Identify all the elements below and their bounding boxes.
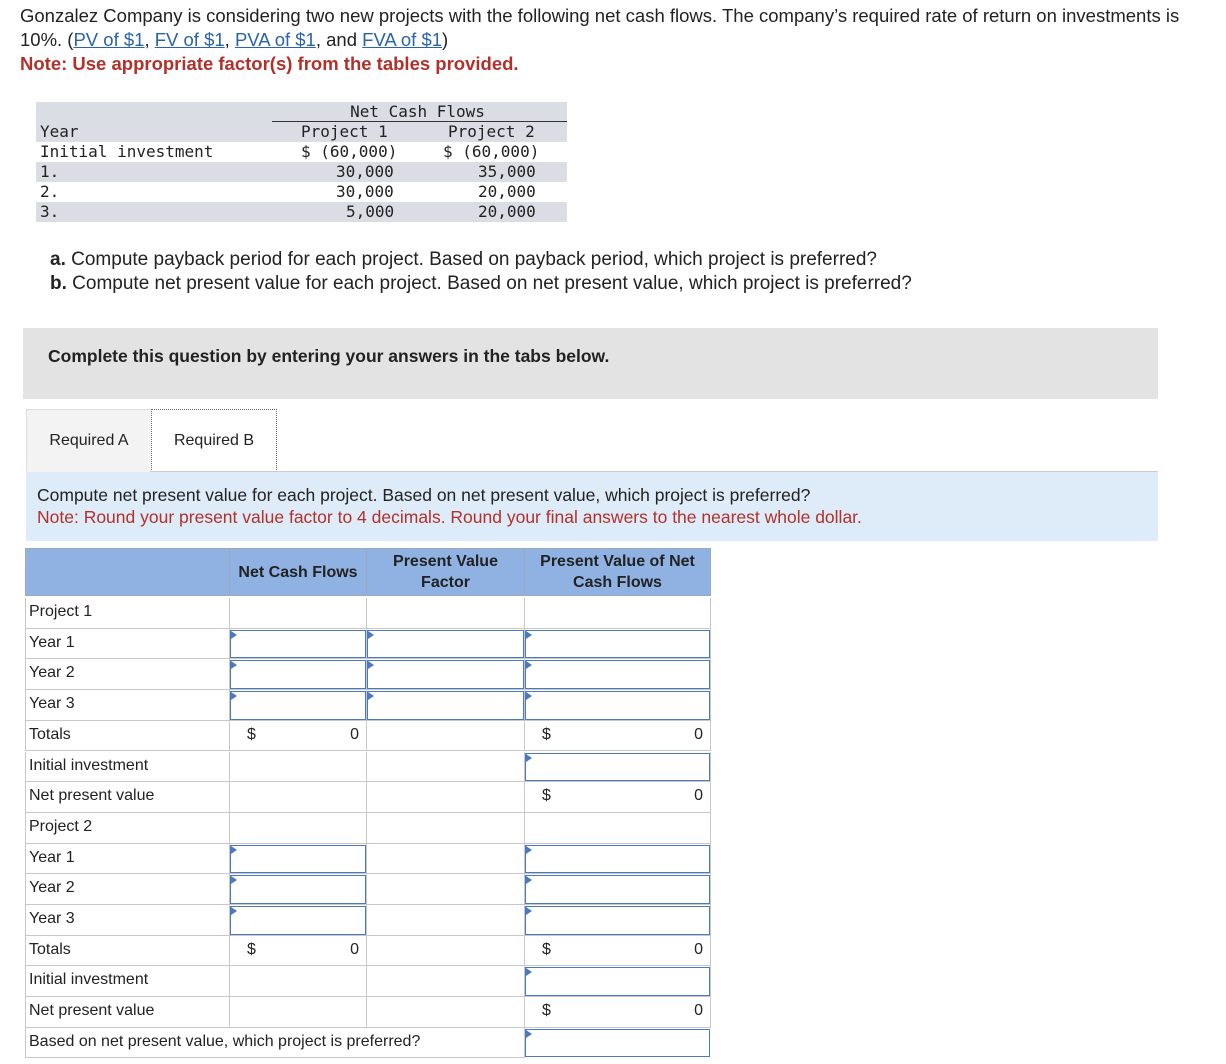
present-value-input[interactable]: [525, 845, 710, 874]
sep: ,: [224, 29, 235, 50]
dollar-sign: $: [542, 787, 551, 805]
present-value-input[interactable]: [525, 660, 710, 689]
q-b-label: b.: [50, 273, 67, 294]
instructions-panel: [26, 472, 1158, 541]
dollar-sign: $: [542, 1002, 551, 1020]
cf-row-1: [36, 162, 567, 182]
cash-flow-input[interactable]: [230, 691, 366, 720]
sep: ,: [144, 29, 155, 50]
total-cash-value: 0: [350, 940, 359, 958]
dollar-sign: $: [542, 725, 551, 743]
cf-p2: $ (60,000): [443, 142, 540, 161]
grid-cell: [366, 997, 525, 1028]
cf-p1: 5,000: [346, 202, 395, 221]
q-a-text: Compute payback period for each project. Based on payback period, which project is preferred?: [65, 249, 877, 270]
cf-p2: 35,000: [478, 162, 536, 181]
cf-p2: 20,000: [478, 202, 536, 221]
row-label: Initial investment: [29, 756, 149, 774]
sep: , and: [315, 29, 363, 50]
project2-header: Project 2: [448, 122, 535, 141]
cash-flow-input[interactable]: [230, 906, 366, 935]
npv-value: 0: [694, 787, 703, 805]
present-value-input[interactable]: [525, 630, 710, 659]
row-label: Totals: [29, 940, 71, 958]
question-b: [50, 272, 912, 296]
pv-factor-input[interactable]: [367, 660, 524, 689]
net-cash-flows-header: Net Cash Flows: [350, 102, 485, 121]
pv-factor-input[interactable]: [367, 691, 524, 720]
cf-year: Initial investment: [40, 142, 214, 161]
row-label: Net present value: [29, 787, 155, 805]
cf-p1: 30,000: [336, 182, 394, 201]
grid-cell: [229, 752, 367, 783]
total-cash-value: 0: [350, 725, 359, 743]
header-pv-net-cash-flows: Present Value of Net Cash Flows: [524, 548, 711, 596]
row-label: Project 2: [29, 817, 93, 835]
row-label: Year 1: [29, 633, 75, 651]
row-label: Year 3: [29, 910, 75, 927]
intro-text: Gonzalez Company is considering two new projects with the following net cash flows. The company’s required rate of return on investments is 10%. (: [20, 5, 1180, 50]
instruction-line: Compute net present value for each project. Based on net present value, which project is preferred?: [37, 485, 811, 505]
intro-note: Note: Use appropriate factor(s) from the tables provided.: [20, 53, 519, 74]
grid-cell: [229, 782, 367, 813]
grid-cell: [366, 936, 525, 967]
fv-of-1-link[interactable]: FV of $1: [154, 29, 225, 50]
npv-grid: [25, 548, 711, 1058]
total-pv-value: 0: [694, 940, 703, 958]
grid-cell: [366, 966, 525, 997]
header-blank: [25, 548, 230, 596]
present-value-input[interactable]: [525, 753, 710, 782]
cf-p2: 20,000: [478, 182, 536, 201]
pva-of-1-link[interactable]: PVA of $1: [234, 29, 316, 50]
tab-required-a[interactable]: Required A: [26, 409, 152, 472]
cf-row-2: [36, 182, 567, 202]
row-label: Year 2: [29, 879, 75, 897]
present-value-input[interactable]: [525, 691, 710, 720]
row-label: Year 1: [29, 848, 75, 866]
cf-year: 3.: [40, 202, 60, 221]
banner-text: Complete this question by entering your answers in the tabs below.: [48, 346, 610, 366]
grid-cell: [366, 874, 525, 905]
grid-cell: [366, 905, 525, 936]
cash-flow-input[interactable]: [230, 630, 366, 659]
cf-year: 1.: [40, 162, 60, 181]
header-pv-factor: Present Value Factor: [366, 548, 525, 596]
year-header: Year: [40, 122, 79, 141]
row-label: Totals: [29, 725, 71, 743]
problem-intro: [20, 4, 1220, 76]
grid-cell: [229, 997, 367, 1028]
cf-row-initial: [36, 142, 567, 162]
cash-flow-input[interactable]: [230, 660, 366, 689]
grid-cell: [366, 844, 525, 875]
grid-cell: [229, 813, 367, 844]
cf-header-row-2: [36, 122, 567, 142]
grid-cell: [229, 598, 367, 629]
row-label: Net present value: [29, 1002, 155, 1020]
row-label: Initial investment: [29, 971, 149, 989]
present-value-input[interactable]: [525, 967, 710, 996]
cash-flow-input[interactable]: [230, 845, 366, 874]
tab-required-b[interactable]: Required B: [151, 409, 277, 472]
present-value-input[interactable]: [525, 906, 710, 935]
rounding-note: Note: Round your present value factor to 4 decimals. Round your final answers to the nearest whole dollar.: [37, 507, 862, 527]
cash-flow-input[interactable]: [230, 875, 366, 904]
q-a-label: a.: [50, 249, 66, 270]
fva-of-1-link[interactable]: FVA of $1: [362, 29, 443, 50]
row-label: Year 2: [29, 664, 75, 682]
npv-value: 0: [694, 1002, 703, 1020]
grid-cell: [366, 721, 525, 752]
preferred-question-label: Based on net present value, which project is preferred?: [29, 1032, 421, 1050]
preferred-project-input[interactable]: [525, 1029, 710, 1058]
present-value-input[interactable]: [525, 875, 710, 904]
q-b-text: Compute net present value for each project. Based on net present value, which project is preferred?: [66, 273, 912, 294]
row-label: Year 3: [29, 695, 75, 713]
project1-header: Project 1: [301, 122, 388, 141]
grid-cell: [524, 813, 711, 844]
grid-cell: [229, 966, 367, 997]
pv-of-1-link[interactable]: PV of $1: [73, 29, 145, 50]
grid-cell: [524, 598, 711, 629]
dollar-sign: $: [247, 725, 256, 743]
cf-row-3: [36, 202, 567, 222]
sep: ): [442, 29, 449, 50]
cf-p1: $ (60,000): [301, 142, 398, 161]
dollar-sign: $: [247, 940, 256, 958]
questions: [50, 248, 912, 296]
header-net-cash-flows: Net Cash Flows: [229, 548, 367, 596]
cf-header-row-1: [36, 102, 567, 122]
grid-cell: [366, 598, 525, 629]
cf-year: 2.: [40, 182, 60, 201]
grid-cell: [366, 752, 525, 783]
pv-factor-input[interactable]: [367, 630, 524, 659]
complete-question-banner: [23, 328, 1158, 399]
grid-cell: [366, 782, 525, 813]
question-a: [50, 248, 912, 272]
total-pv-value: 0: [694, 725, 703, 743]
cf-p1: 30,000: [336, 162, 394, 181]
grid-cell: [366, 813, 525, 844]
row-label: Project 1: [29, 603, 93, 620]
dollar-sign: $: [542, 940, 551, 958]
